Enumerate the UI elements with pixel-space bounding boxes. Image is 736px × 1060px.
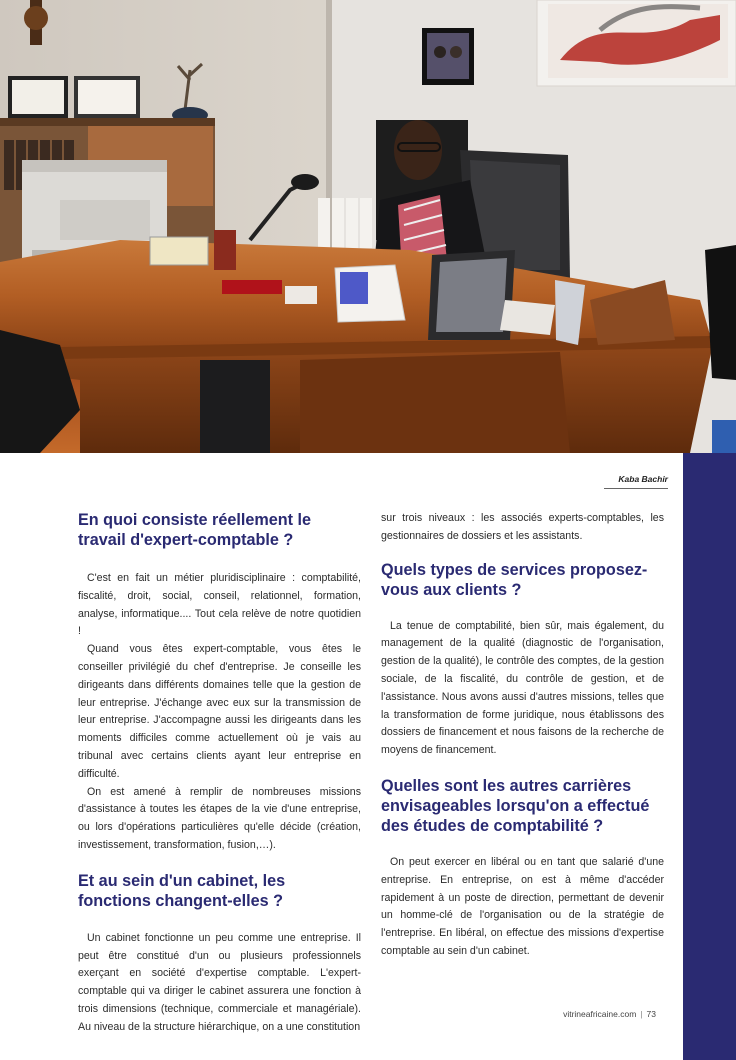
footer-site: vitrineafricaine.com: [563, 1009, 637, 1019]
credit-rule: [604, 488, 668, 489]
paragraph-1: C'est en fait un métier pluridisciplinaire : comptabilité, fiscalité, droit, social, conseil, relationnel, formation, analyse, informatique.... Tout cela relève de notre quotidien !: [78, 572, 361, 638]
heading-question-3: Quels types de services proposez-vous aux clients ?: [381, 560, 648, 599]
right-column: [381, 510, 664, 961]
heading-question-1: En quoi consiste réellement le travail d'expert-comptable ?: [78, 511, 311, 549]
accent-sidebar: [683, 453, 736, 1060]
page-footer: [540, 1009, 656, 1019]
left-column: [78, 510, 361, 1037]
paragraph-6: On peut exercer en libéral ou en tant que salarié d'une entreprise. En entreprise, on est à même d'accéder rapidement à un poste de direction, permettant de devenir un homme-clé de l'organisation ou de la stratégie de l'entreprise. En libéral, on effectue des missions d'expertise comptable au sein d'un cabinet.: [381, 855, 664, 957]
footer-separator: |: [640, 1009, 643, 1019]
heading-question-2: Et au sein d'un cabinet, les fonctions changent-elles ?: [78, 871, 286, 910]
heading-question-4: Quelles sont les autres carrières envisageables lorsqu'on a effectué des études de comptabilité ?: [381, 776, 650, 835]
painting: [537, 0, 736, 86]
paragraph-3: On est amené à remplir de nombreuses missions d'assistance à toutes les étapes de la vie d'une entreprise, ou lors d'opérations particulières qu'elle décide (création, investissement, transformation, fusion,…).: [78, 785, 361, 851]
office-photo: [0, 0, 736, 453]
paragraph-2: Quand vous êtes expert-comptable, vous êtes le conseiller privilégié du chef d'entreprise. Je conseille les dirigeants dans différents domaines telle que la gestion de leur entreprise. J'échange avec eux sur la transmission de leur entreprise. J'accompagne aussi les dirigeants dans les moments difficiles comme actuellement où je vais au tribunal avec certains clients ayant leur entreprise en difficulté.: [78, 643, 361, 780]
page-number: 73: [646, 1009, 656, 1019]
paragraph-continued: sur trois niveaux : les associés experts-comptables, les gestionnaires de dossiers et les assistants.: [381, 512, 664, 542]
photo-credit: [604, 474, 668, 489]
photo-credit-text: Kaba Bachir: [618, 474, 668, 484]
paragraph-5: La tenue de comptabilité, bien sûr, mais également, du management de la qualité (diagnostic de l'organisation, gestion de la qualité), le contrôle des comptes, de la gestion sociale, de la fiscalité, du contrôle de gestion, et de l'assistance. Nous avons aussi d'autres missions, telles que la transformation de forme juridique, nous établissons des dossiers de financement et nous faisons de la recherche de moyens de financement.: [381, 619, 664, 757]
paragraph-4: Un cabinet fonctionne un peu comme une entreprise. Il peut être constitué d'un ou plusieurs professionnels exerçant en société d'expertise comptable. L'expert-comptable qui va diriger le cabinet assurera une fonction à trois dimensions (technique, commerciale et managériale). Au niveau de la structure hiérarchique, on a une constitution: [78, 931, 361, 1033]
